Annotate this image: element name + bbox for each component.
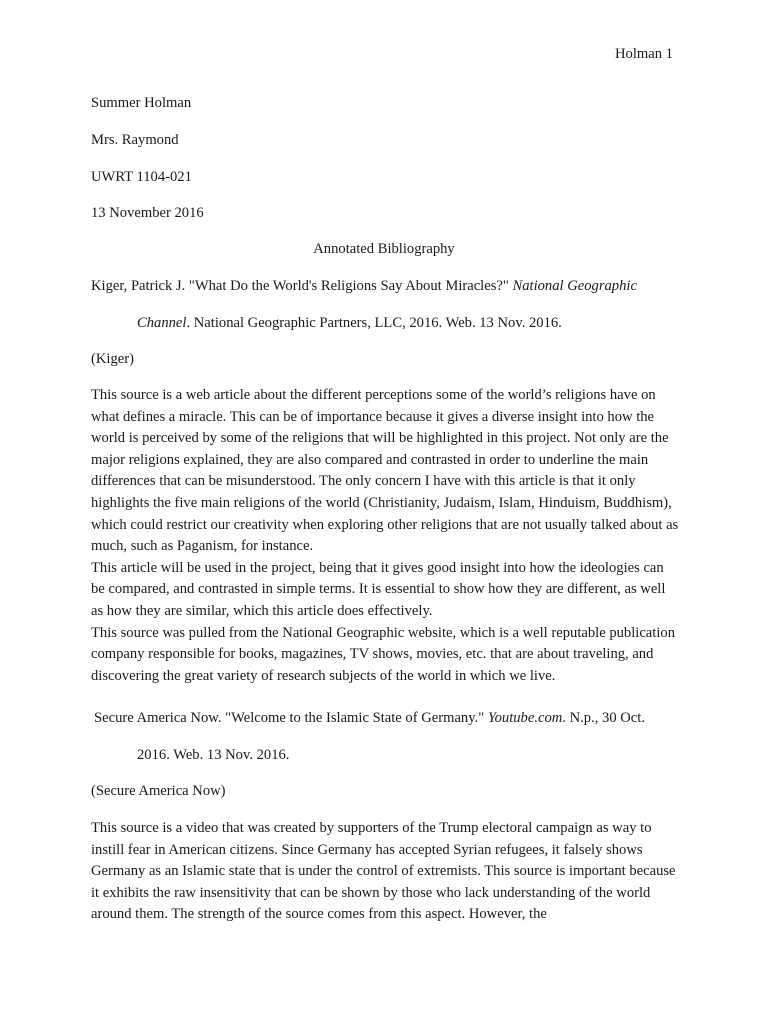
instructor-name: Mrs. Raymond bbox=[91, 132, 179, 148]
citation-1-publisher: . National Geographic Partners, LLC, 2016. Web. 13 Nov. 2016. bbox=[186, 315, 562, 331]
course-code: UWRT 1104-021 bbox=[91, 169, 192, 185]
in-text-citation-1: (Kiger) bbox=[91, 351, 134, 367]
annotation-2-summary: This source is a video that was created by supporters of the Trump electoral campaign as way to instill fear in American citizens. Since Germany has accepted Syrian refugees, it falsely shows Germany as an Islamic state that is under the control of extremists. This source is important because it exhibits the raw insensitivity that can be shown by those who lack understanding of the world around them. The strength of the source comes from this aspect. However, the bbox=[91, 820, 676, 923]
citation-1-container: National Geographic bbox=[512, 278, 637, 294]
annotation-2 bbox=[91, 818, 681, 926]
citation-2-line-1 bbox=[94, 709, 645, 727]
author-name: Summer Holman bbox=[91, 95, 192, 111]
in-text-citation-2: (Secure America Now) bbox=[91, 783, 226, 799]
annotation-1 bbox=[91, 385, 681, 687]
citation-1-line-1 bbox=[91, 277, 637, 295]
annotation-1-summary: This source is a web article about the different perceptions some of the world’s religions have on what defines a miracle. This can be of importance because it gives a diverse insight into how the world is perceived by some of the religions that will be highlighted in this project. Not only are the major religions explained, they are also compared and contrasted in order to underline the main differences that can be misunderstood. The only concern I have with this article is that it only highlights the five main religions of the world (Christianity, Judaism, Islam, Hinduism, Buddhism), which could restrict our creativity when exploring other religions that are not usually talked about as much, such as Paganism, for instance. bbox=[91, 387, 679, 555]
document-date: 13 November 2016 bbox=[91, 205, 204, 221]
running-head: Holman 1 bbox=[615, 46, 673, 62]
page-title: Annotated Bibliography bbox=[313, 241, 455, 257]
citation-2-pubinfo: . N.p., 30 Oct. bbox=[562, 710, 645, 726]
citation-1-author-title: Kiger, Patrick J. "What Do the World's Religions Say About Miracles?" bbox=[91, 278, 513, 294]
citation-1-container-cont: Channel bbox=[137, 315, 187, 331]
annotation-1-use: This article will be used in the project, being that it gives good insight into how the ideologies can be compared, and contrasted in simple terms. It is essential to show how they are different, as well as how they are similar, which this article does effectively. bbox=[91, 559, 666, 619]
citation-1-line-2 bbox=[137, 314, 562, 332]
citation-2-line-2: 2016. Web. 13 Nov. 2016. bbox=[137, 747, 290, 763]
citation-2-container: Youtube.com bbox=[487, 710, 563, 726]
citation-2-author-title: Secure America Now. "Welcome to the Islamic State of Germany." bbox=[94, 710, 488, 726]
annotation-1-source: This source was pulled from the National Geographic website, which is a well reputable publication company responsible for books, magazines, TV shows, movies, etc. that are about traveling, and discovering the great variety of research subjects of the world in which we live. bbox=[91, 624, 675, 684]
